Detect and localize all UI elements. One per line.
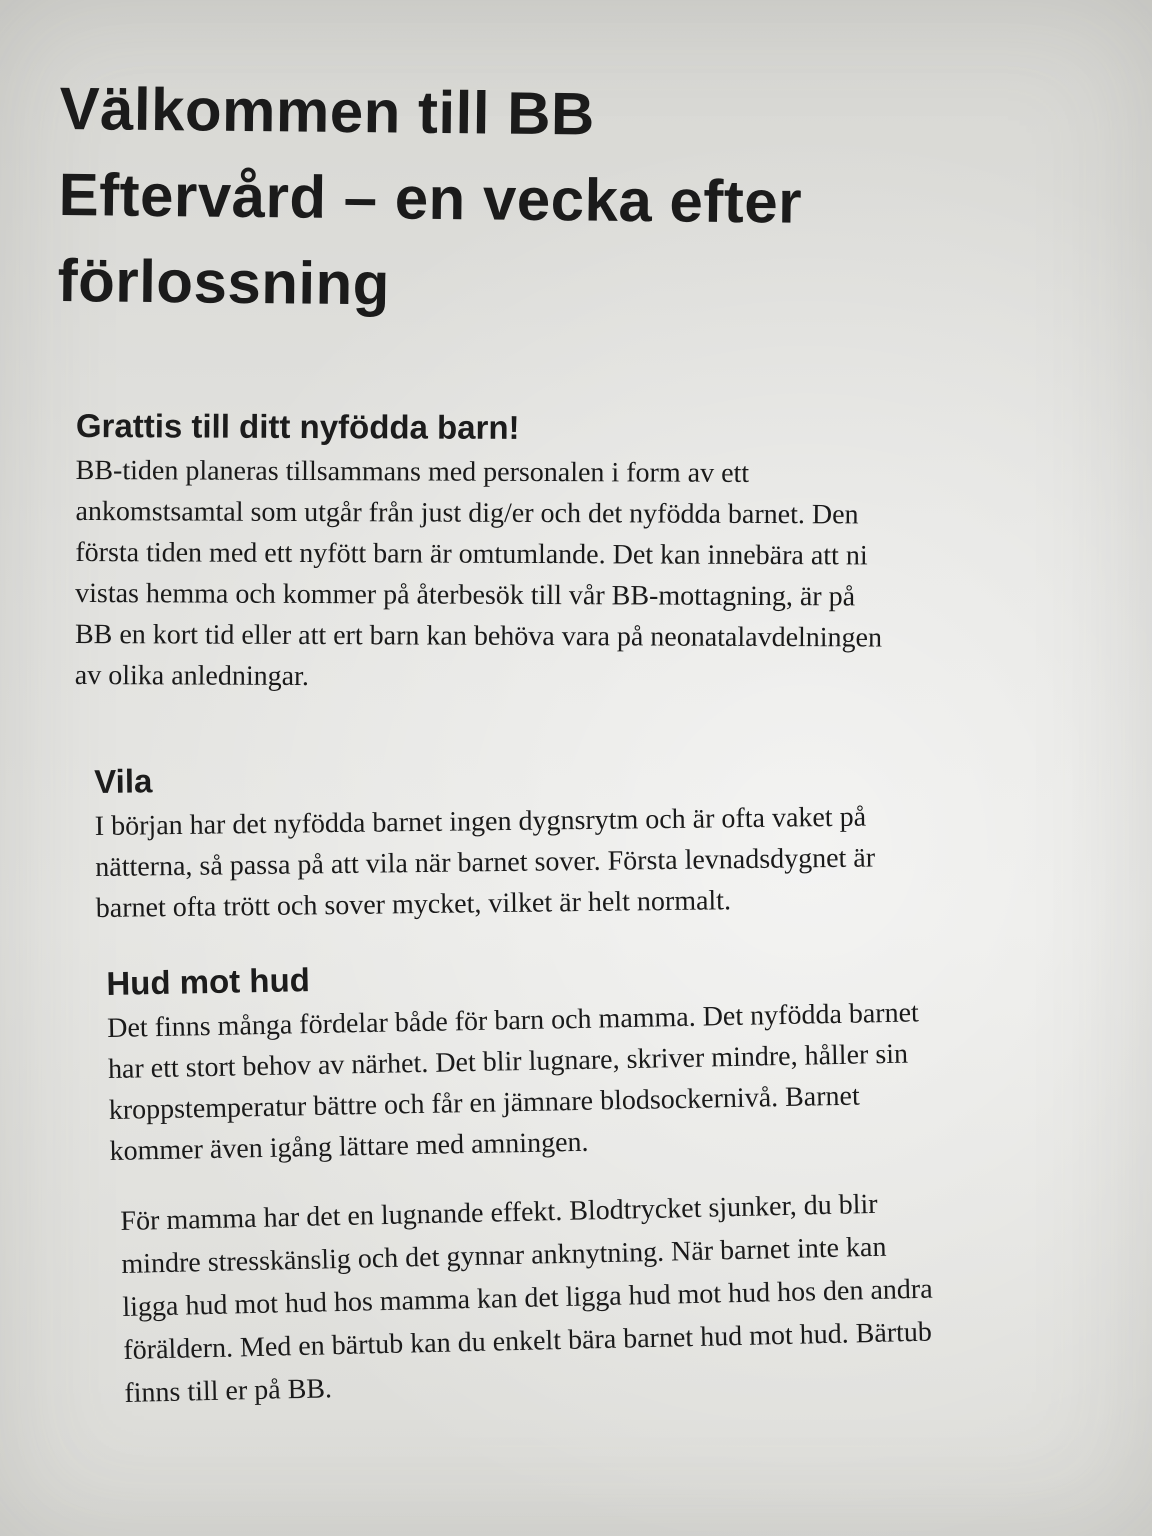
section-body: I början har det nyfödda barnet ingen dygnsrytm och är ofta vaket på nätterna, så passa på att vila när barnet sover. Första levnadsdygnet är barnet ofta trött och sover mycket, vilket är helt normalt. [94, 801, 876, 924]
document-title: Välkommen till BB Eftervård – en vecka efter förlossning [57, 74, 803, 318]
section-hud-mot-hud [106, 944, 1130, 1172]
section-heading: Grattis till ditt nyfödda barn! [75, 407, 520, 446]
section-vila [94, 750, 1116, 929]
section-body: Det finns många fördelar både för barn och mamma. Det nyfödda barnet har ett stort behov av närhet. Det blir lugnare, skriver mindre, håller sin kroppstemperatur bättre och får en jämnare blodsockernivå. Barnet kommer även igång lättare med amningen. [106, 997, 920, 1167]
section-body: För mamma har det en lugnande effekt. Blodtrycket sjunker, du blir mindre stresskänslig och det gynnar anknytning. När barnet inte kan ligga hud mot hud hos mamma kan det ligga hud mot hud hos den andra föräldern. Med en bärtub kan du enkelt bära barnet hud mot hud. Bärtub finns till er på BB. [120, 1188, 933, 1409]
section-grattis [75, 406, 1136, 701]
section-heading: Hud mot hud [106, 961, 311, 1002]
section-body: BB-tiden planeras tillsammans med personalen i form av ett ankomstsamtal som utgår från just dig/er och det nyfödda barnet. Den första tiden med ett nyfött barn är omtumlande. Det kan innebära att ni vistas hemma och kommer på återbesök till vår BB-mottagning, är på BB en kort tid eller att ert barn kan behöva vara på neonatalavdelningen av olika anledningar. [74, 454, 883, 693]
section-heading: Vila [94, 762, 153, 800]
section-hud-mot-hud-mamma [120, 1176, 1152, 1415]
